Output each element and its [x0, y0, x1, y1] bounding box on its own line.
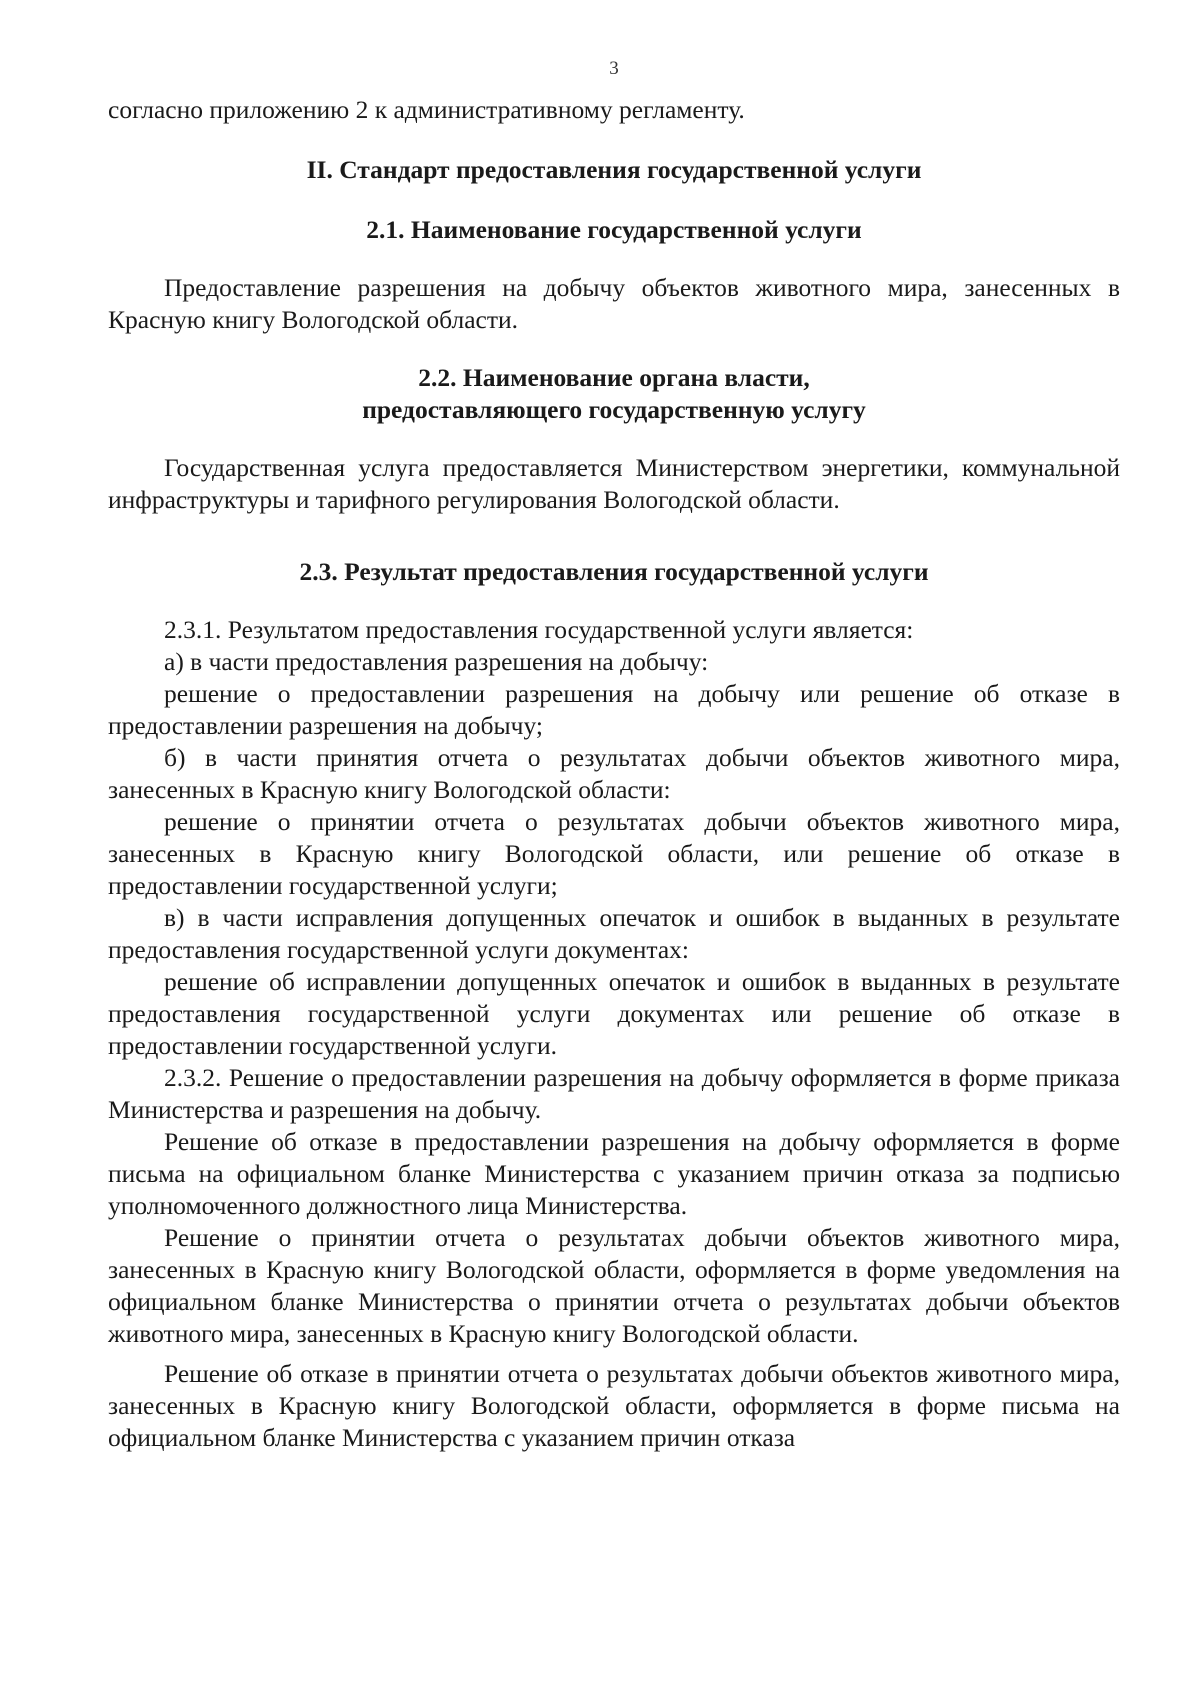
section-2-1	[108, 214, 1120, 336]
section-2-2-title-line-2: предоставляющего государственную услугу	[362, 395, 866, 424]
section-2-3-paragraph: а) в части предоставления разрешения на добычу:	[164, 647, 709, 676]
section-2-3-paragraph: решение об исправлении допущенных опечаток и ошибок в выданных в результате предоставления государственной услуги документах или решение об отказе в предоставлении государственной услуги.	[108, 967, 1120, 1060]
section-2-3-paragraph: в) в части исправления допущенных опечаток и ошибок в выданных в результате предоставления государственной услуги документах:	[108, 903, 1120, 964]
section-2-3-paragraph: б) в части принятия отчета о результатах добычи объектов животного мира, занесенных в Красную книгу Вологодской области:	[108, 743, 1120, 804]
lead-paragraph: согласно приложению 2 к административному регламенту.	[108, 95, 745, 124]
section-2-3-paragraph: Решение о принятии отчета о результатах добычи объектов животного мира, занесенных в Красную книгу Вологодской области, оформляется в форме уведомления на официальном бланке Министерства о принятии отчета о результатах добычи объектов животного мира, занесенных в Красную книгу Вологодской области.	[108, 1223, 1120, 1348]
section-2-2-paragraph: Государственная услуга предоставляется Министерством энергетики, коммунальной инфраструктуры и тарифного регулирования Вологодской области.	[108, 453, 1120, 514]
section-2-3-paragraph: решение о принятии отчета о результатах добычи объектов животного мира, занесенных в Красную книгу Вологодской области, или решение об отказе в предоставлении государственной услуги;	[108, 807, 1120, 900]
section-2-3-paragraph: 2.3.1. Результатом предоставления государственной услуги является:	[164, 615, 914, 644]
page-number: 3	[609, 58, 619, 79]
section-2-1-paragraph: Предоставление разрешения на добычу объектов животного мира, занесенных в Красную книгу Вологодской области.	[108, 273, 1120, 334]
section-2-3-title: 2.3. Результат предоставления государственной услуги	[299, 557, 929, 586]
chapter-title: II. Стандарт предоставления государственной услуги	[306, 155, 922, 184]
section-2-3-paragraph: Решение об отказе в предоставлении разрешения на добычу оформляется в форме письма на официальном бланке Министерства с указанием причин отказа за подписью уполномоченного должностного лица Министерства.	[108, 1127, 1120, 1220]
section-2-2-title-line-1: 2.2. Наименование органа власти,	[418, 363, 810, 392]
section-2-3-paragraph: 2.3.2. Решение о предоставлении разрешения на добычу оформляется в форме приказа Министерства и разрешения на добычу.	[108, 1063, 1120, 1124]
section-2-3-paragraph: решение о предоставлении разрешения на добычу или решение об отказе в предоставлении разрешения на добычу;	[108, 679, 1120, 740]
section-2-2	[108, 362, 1120, 516]
section-2-3-paragraph: Решение об отказе в принятии отчета о результатах добычи объектов животного мира, занесенных в Красную книгу Вологодской области, оформляется в форме письма на официальном бланке Министерства с указанием причин отказа	[108, 1359, 1120, 1452]
section-2-1-title: 2.1. Наименование государственной услуги	[366, 215, 862, 244]
section-2-3	[108, 556, 1120, 1454]
